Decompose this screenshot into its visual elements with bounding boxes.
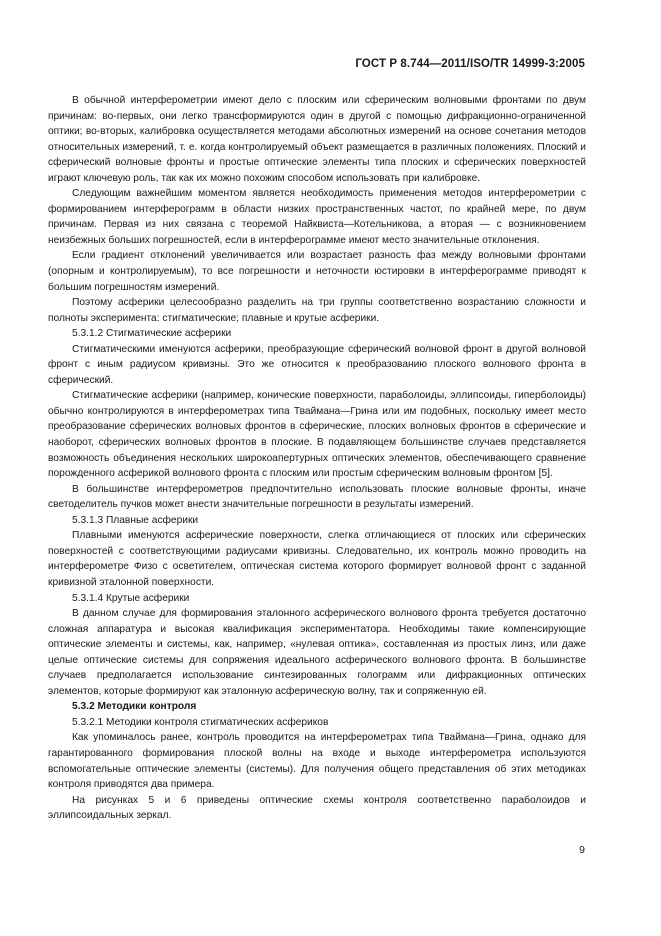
paragraph: В данном случае для формирования эталонного асферического волнового фронта требуется достаточно сложная аппаратура и высокая квалификация экспериментатора. Необходимы такие компенсирующие оптические элементы и системы, как, например, «нулевая оптика», составленная из простых линз, или даже целые оптические системы для сопряжения идеального асферического волнового фронта. В большинстве случаев предполагается использование синтезированных голограмм или дифракционных оптических элементов, которые формируют как эталонную асферическую волну, так и сопряженную ей.: [48, 608, 586, 697]
paragraph: Если градиент отклонений увеличивается или возрастает разность фаз между волновыми фронтами (опорным и контролируемым), то все погрешности и неточности юстировки в интерферограмме приводят к большим погрешностям измерений.: [48, 250, 586, 293]
section-heading: 5.3.1.4 Крутые асферики: [72, 592, 190, 604]
paragraph: В большинстве интерферометров предпочтительно использовать плоские волновые фронты, иначе светоделитель пучков может внести значительные погрешности в результаты измерений.: [48, 483, 586, 511]
paragraph: Поэтому асферики целесообразно разделить на три группы соответственно возрастанию сложности и полноты эксперимента: стигматические; плавные и крутые асферики.: [48, 297, 586, 324]
paragraph: В обычной интерферометрии имеют дело с плоским или сферическим волновыми фронтами по двум причинам: во-первых, они легко трансформируются один в другой с помощью дифракционно-ограниченной оптики; во-вторых, калибровка осуществляется методами абсолютных измерений на основе сочетания методов относительных измерений, т. е. когда контролируемый объект размещается в различных положениях. Плоский и сферический волновые фронты и простые оптические элементы типа плоских и сферических поверхностей играют ключевую роль, так как их можно похожим способом использовать при калибровке.: [48, 95, 586, 184]
document-header: ГОСТ Р 8.744—2011/ISO/TR 14999-3:2005: [355, 58, 585, 70]
document-body: [48, 93, 586, 824]
section-heading-bold: 5.3.2 Методики контроля: [72, 701, 197, 713]
section-heading: 5.3.2.1 Методики контроля стигматических асфериков: [72, 716, 329, 728]
paragraph: Стигматические асферики (например, конические поверхности, параболоиды, эллипсоиды, гиперболоиды) обычно контролируются в интерферометрах типа Тваймана—Грина или им подобных, поскольку имеет место преобразование сферических волновых фронтов в сферические, плоских волновых фронтов в сферические и наоборот, сферических волновых фронтов в плоские. В подавляющем большинстве случаев представляется возможность объединения нескольких широкоапертурных оптических элементов, обеспечивающего сравнение порожденного асферикой волнового фронта с плоским или простым сферическим волновым фронтом [5].: [48, 390, 586, 480]
paragraph: Стигматическими именуются асферики, преобразующие сферический волновой фронт в другой волновой фронт с иным радиусом кривизны. Это же относится к преобразованию плоского волнового фронта в сферический.: [48, 343, 586, 386]
paragraph: Следующим важнейшим моментом является необходимость применения методов интерферометрии с формированием интерферограмм в области низких пространственных частот, по крайней мере, по двум причинам. Первая из них связана с теоремой Найквиста—Котельникова, а вторая — с возникновением неизбежных больших погрешностей, если в интерферограмме имеют место значительные отклонения.: [48, 188, 586, 246]
paragraph: Плавными именуются асферические поверхности, слегка отличающиеся от плоских или сферических поверхностей с соответствующими радиусами кривизны. Следовательно, их контроль можно проводить на интерферометре Физо с осветителем, оптическая система которого формирует волновой фронт с заданной кривизной эталонной поверхности.: [48, 530, 586, 588]
paragraph: Как упоминалось ранее, контроль проводится на интерферометрах типа Тваймана—Грина, однако для гарантированного формирования плоской волны на входе и выходе интерферометра используются вспомогательные оптические элементы (системы). Для получения общего представления об этих методиках контроля приводятся два примера.: [48, 732, 586, 791]
section-heading: 5.3.1.2 Стигматические асферики: [72, 328, 232, 340]
page-number: 9: [579, 844, 585, 856]
paragraph: На рисунках 5 и 6 приведены оптические схемы контроля соответственно параболоидов и эллипсоидальных зеркал.: [48, 794, 586, 822]
section-heading: 5.3.1.3 Плавные асферики: [72, 514, 199, 526]
